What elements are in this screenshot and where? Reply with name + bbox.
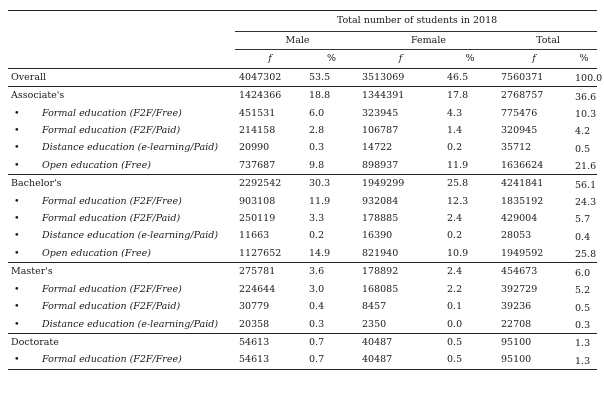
col-header-female-freq: f [358, 50, 441, 68]
cell-female-freq: 40487 [362, 354, 393, 366]
row-label [8, 227, 235, 244]
row-label [8, 245, 235, 263]
cell-female-pct: 2.2 [447, 283, 463, 295]
cell-female-freq: 178892 [358, 263, 441, 281]
cell-male-pct: 3.6 [303, 263, 358, 281]
cell-female-freq: 1344391 [358, 87, 441, 105]
table-row-subcategory [8, 193, 597, 210]
row-label [8, 333, 235, 351]
col-header-total-freq: f [497, 50, 569, 68]
row-label [8, 122, 235, 139]
table-row-subcategory [8, 245, 597, 263]
col-header-male-freq: f [235, 50, 303, 68]
cell-female-pct: 1.4 [447, 125, 463, 137]
row-label-text: Associate's [11, 90, 65, 102]
row-label-text: Formal education (F2F/Paid) [42, 213, 181, 225]
cell-total-freq: 775476 [501, 107, 538, 119]
cell-total-freq: 454673 [497, 263, 569, 281]
bullet-icon: • [14, 247, 20, 259]
cell-male-freq: 20358 [239, 318, 270, 330]
cell-male-freq: 250119 [239, 213, 276, 225]
cell-male-freq: 737687 [239, 159, 276, 171]
cell-female-pct: 11.9 [447, 159, 469, 171]
cell-female-freq: 821940 [362, 247, 399, 259]
cell-male-freq: 2292542 [235, 175, 303, 193]
cell-male-pct: 0.2 [309, 230, 325, 242]
row-label-text: Formal education (F2F/Paid) [42, 301, 181, 313]
cell-total-freq: 429004 [501, 213, 538, 225]
cell-female-freq: 168085 [362, 283, 399, 295]
bullet-icon: • [14, 125, 20, 137]
row-label-text: Distance education (e-learning/Paid) [42, 230, 219, 242]
bullet-icon: • [14, 301, 20, 313]
col-header-female-pct: % [441, 50, 497, 68]
cell-total-pct: 36.6 [569, 87, 597, 105]
cell-male-freq: 11663 [239, 230, 270, 242]
cell-male-pct: 6.0 [309, 107, 325, 119]
cell-male-freq: 275781 [235, 263, 303, 281]
cell-total-pct: 24.3 [575, 197, 597, 209]
cell-female-pct: 0.2 [447, 142, 463, 154]
row-label-text: Formal education (F2F/Free) [42, 283, 182, 295]
cell-female-pct: 12.3 [447, 195, 469, 207]
cell-total-pct: 0.5 [575, 302, 591, 314]
cell-female-pct: 46.5 [441, 68, 497, 86]
table-row-level [8, 333, 597, 351]
cell-total-freq: 35712 [501, 142, 532, 154]
cell-male-freq: 451531 [239, 107, 276, 119]
cell-total-freq: 4241841 [497, 175, 569, 193]
row-label-text: Formal education (F2F/Paid) [42, 125, 181, 137]
row-label [8, 193, 235, 210]
cell-total-pct: 0.3 [575, 319, 591, 331]
cell-total-freq: 320945 [501, 125, 538, 137]
col-header-male-pct: % [303, 50, 358, 68]
table-row-subcategory [8, 157, 597, 175]
row-label-text: Overall [11, 71, 47, 83]
row-label [8, 210, 235, 227]
header-corner-2 [8, 32, 235, 50]
cell-male-freq: 4047302 [235, 68, 303, 86]
cell-female-freq: 40487 [358, 333, 441, 351]
cell-male-pct: 0.7 [303, 333, 358, 351]
table-row-level [8, 68, 597, 86]
cell-male-pct: 0.7 [309, 354, 325, 366]
students-table [8, 10, 603, 370]
group-header-total: Total [497, 32, 597, 50]
cell-female-freq: 14722 [362, 142, 393, 154]
bullet-icon: • [14, 142, 20, 154]
bullet-icon: • [14, 107, 20, 119]
table-row-subcategory [8, 351, 597, 369]
cell-female-pct: 25.8 [441, 175, 497, 193]
cell-total-freq: 392729 [501, 283, 538, 295]
table-row-subcategory [8, 210, 597, 227]
cell-female-freq: 932084 [362, 195, 399, 207]
table-row-subcategory [8, 281, 597, 298]
row-label-text: Formal education (F2F/Free) [42, 107, 182, 119]
row-label [8, 351, 235, 369]
table-row-subcategory [8, 227, 597, 244]
cell-total-freq: 1949592 [501, 247, 544, 259]
cell-total-freq: 1835192 [501, 195, 544, 207]
table-row-level [8, 263, 597, 281]
row-label-text: Open education (Free) [42, 159, 151, 171]
cell-female-pct: 10.9 [447, 247, 469, 259]
cell-male-freq: 224644 [239, 283, 276, 295]
header-corner [8, 11, 235, 32]
cell-male-freq: 20990 [239, 142, 270, 154]
cell-male-freq: 1127652 [239, 247, 282, 259]
row-label-text: Formal education (F2F/Free) [42, 195, 182, 207]
table-row-level [8, 87, 597, 105]
bullet-icon: • [14, 213, 20, 225]
cell-total-pct: 10.3 [575, 109, 597, 121]
cell-total-pct: 1.3 [569, 333, 597, 351]
cell-total-pct: 0.4 [575, 231, 591, 243]
cell-total-pct: 5.7 [575, 214, 591, 226]
cell-male-freq: 1424366 [235, 87, 303, 105]
cell-female-pct: 17.8 [441, 87, 497, 105]
row-label [8, 263, 235, 281]
cell-female-freq: 106787 [362, 125, 399, 137]
bullet-icon: • [14, 283, 20, 295]
cell-male-freq: 903108 [239, 195, 276, 207]
cell-total-freq: 95100 [501, 354, 532, 366]
table-row-subcategory [8, 139, 597, 156]
row-label [8, 105, 235, 122]
cell-female-pct: 2.4 [447, 213, 463, 225]
cell-total-freq: 7560371 [497, 68, 569, 86]
table-row-subcategory [8, 122, 597, 139]
cell-total-pct: 5.2 [575, 285, 591, 297]
row-label [8, 157, 235, 175]
cell-male-pct: 0.3 [309, 318, 325, 330]
table-row-level [8, 175, 597, 193]
cell-total-pct: 25.8 [575, 249, 597, 261]
row-label [8, 68, 235, 86]
cell-total-freq: 1636624 [501, 159, 544, 171]
cell-total-freq: 22708 [501, 318, 532, 330]
bullet-icon: • [14, 159, 20, 171]
cell-total-pct: 4.2 [575, 126, 591, 138]
bullet-icon: • [14, 318, 20, 330]
row-label-text: Bachelor's [11, 178, 62, 190]
cell-male-freq: 54613 [239, 354, 270, 366]
cell-total-pct: 1.3 [575, 355, 591, 367]
table-row-subcategory [8, 105, 597, 122]
cell-female-pct: 0.2 [447, 230, 463, 242]
col-header-total-pct: % [569, 50, 597, 68]
cell-male-pct: 2.8 [309, 125, 325, 137]
group-header-female: Female [358, 32, 497, 50]
cell-total-freq: 28053 [501, 230, 532, 242]
cell-female-freq: 8457 [362, 301, 387, 313]
cell-female-freq: 1949299 [358, 175, 441, 193]
cell-male-pct: 53.5 [303, 68, 358, 86]
cell-female-pct: 0.0 [447, 318, 463, 330]
row-label-text: Master's [11, 266, 53, 278]
cell-total-pct: 56.1 [569, 175, 597, 193]
table-row-subcategory [8, 298, 597, 315]
cell-male-pct: 0.3 [309, 142, 325, 154]
cell-male-pct: 30.3 [303, 175, 358, 193]
row-label [8, 281, 235, 298]
cell-total-freq: 2768757 [497, 87, 569, 105]
cell-total-pct: 21.6 [575, 161, 597, 173]
cell-female-freq: 323945 [362, 107, 399, 119]
row-label-text: Formal education (F2F/Free) [42, 354, 182, 366]
group-header-male: Male [235, 32, 358, 50]
row-label [8, 316, 235, 334]
cell-female-freq: 2350 [362, 318, 387, 330]
cell-male-pct: 11.9 [309, 195, 331, 207]
row-label-text: Doctorate [11, 336, 59, 348]
cell-female-freq: 3513069 [358, 68, 441, 86]
bullet-icon: • [14, 354, 20, 366]
row-label-text: Distance education (e-learning/Paid) [42, 318, 219, 330]
cell-male-freq: 54613 [235, 333, 303, 351]
cell-male-pct: 3.0 [309, 283, 325, 295]
table-body [8, 68, 603, 369]
row-label [8, 139, 235, 156]
cell-male-pct: 18.8 [303, 87, 358, 105]
cell-female-freq: 178885 [362, 213, 399, 225]
cell-total-freq: 95100 [497, 333, 569, 351]
cell-total-pct: 6.0 [569, 263, 597, 281]
cell-female-pct: 2.4 [441, 263, 497, 281]
cell-female-pct: 4.3 [447, 107, 463, 119]
bullet-icon: • [14, 195, 20, 207]
row-label [8, 175, 235, 193]
cell-male-freq: 30779 [239, 301, 270, 313]
cell-total-freq: 39236 [501, 301, 532, 313]
row-label-text: Distance education (e-learning/Paid) [42, 142, 219, 154]
bullet-icon: • [14, 230, 20, 242]
cell-male-pct: 9.8 [309, 159, 325, 171]
cell-total-pct: 0.5 [575, 143, 591, 155]
table-super-title: Total number of students in 2018 [235, 11, 597, 32]
cell-total-pct: 100.0 [569, 68, 597, 86]
cell-male-pct: 14.9 [309, 247, 331, 259]
row-label-text: Open education (Free) [42, 247, 151, 259]
row-label [8, 87, 235, 105]
row-label [8, 298, 235, 315]
cell-female-freq: 898937 [362, 159, 399, 171]
cell-female-pct: 0.5 [441, 333, 497, 351]
cell-female-freq: 16390 [362, 230, 393, 242]
table-row-subcategory [8, 316, 597, 334]
cell-female-pct: 0.5 [447, 354, 463, 366]
cell-male-pct: 3.3 [309, 213, 325, 225]
cell-male-freq: 214158 [239, 125, 276, 137]
header-corner-3 [8, 50, 235, 68]
cell-female-pct: 0.1 [447, 301, 463, 313]
cell-male-pct: 0.4 [309, 301, 325, 313]
